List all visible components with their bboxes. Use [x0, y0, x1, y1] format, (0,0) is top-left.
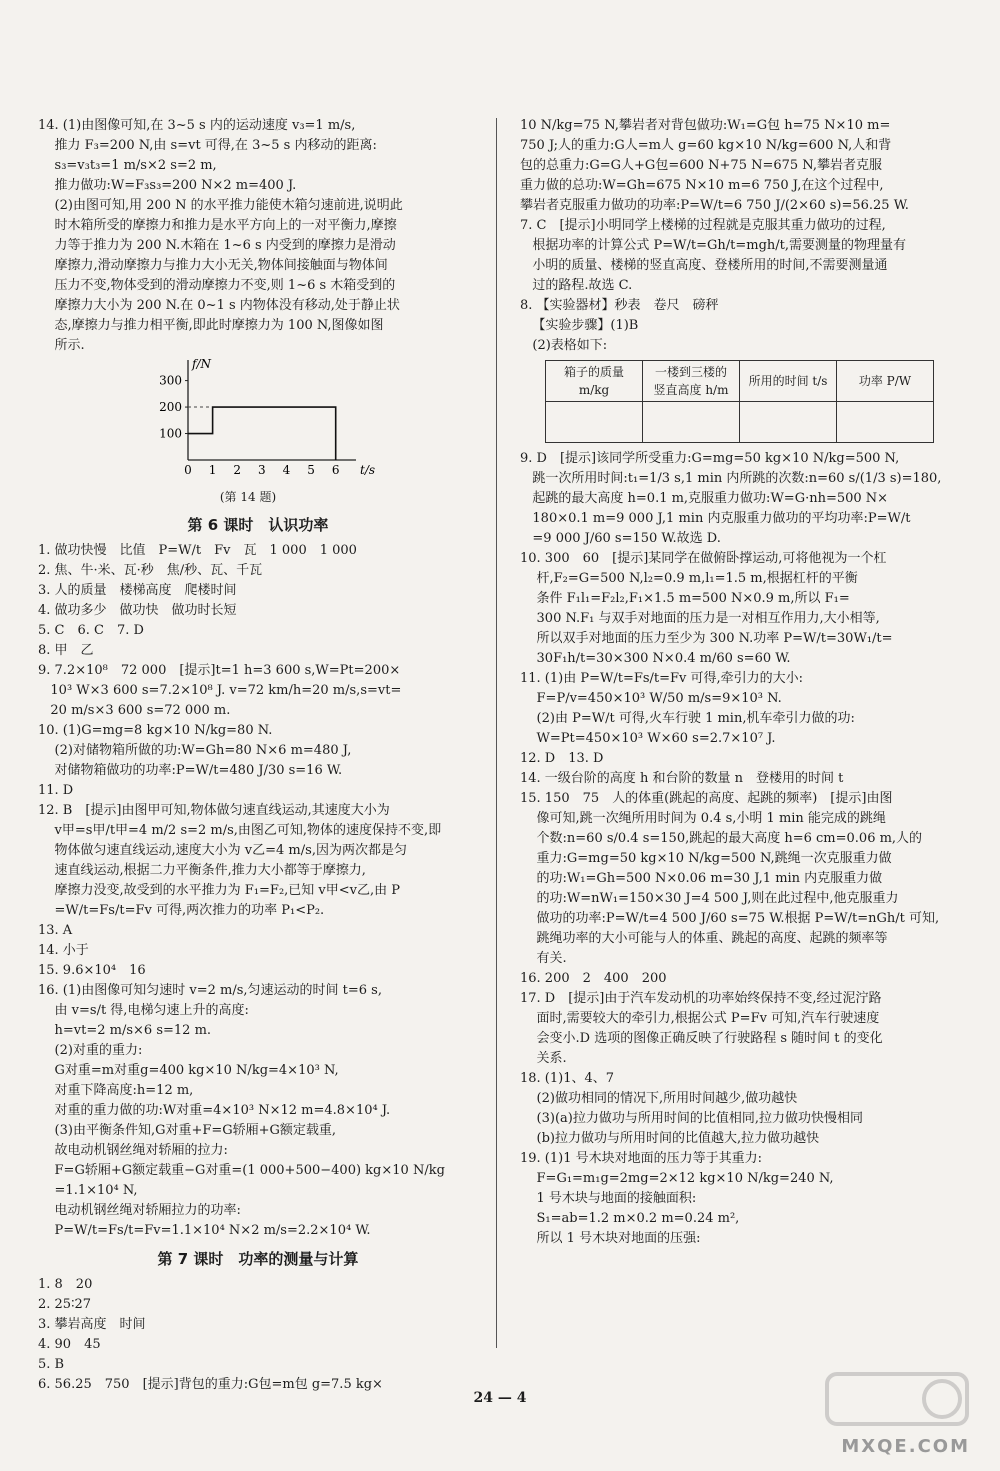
- answer-line: =1.1×10⁴ N,: [38, 1183, 138, 1198]
- answer-line: 1. 8 20: [38, 1277, 93, 1292]
- answer-line: 15. 9.6×10⁴ 16: [38, 963, 146, 978]
- table-header-cell: 功率 P/W: [837, 361, 934, 402]
- answer-line: 750 J;人的重力:G人=m人 g=60 kg×10 N/kg=600 N,人和背: [520, 138, 892, 153]
- answer-line: 16. 200 2 400 200: [520, 971, 667, 986]
- answer-line: 压力不变,物体受到的滑动摩擦力不变,则 1~6 s 木箱受到的: [38, 278, 396, 293]
- answer-line: 对储物箱做功的功率:P=W/t=480 J/30 s=16 W.: [38, 763, 343, 778]
- answer-line: =W/t=Fs/t=Fv 可得,两次推力的功率 P₁<P₂.: [38, 903, 325, 918]
- answer-line: 10³ W×3 600 s=7.2×10⁸ J. v=72 km/h=20 m/s,s=vt=: [38, 683, 402, 698]
- answer-line: 跳一次所用时间:t₁=1/3 s,1 min 内所跳的次数:n=60 s/(1/3 s)=180,: [520, 471, 942, 486]
- answer-line: 2. 25∶27: [38, 1297, 92, 1312]
- answer-line: 13. A: [38, 923, 73, 938]
- answer-line: 推力做功:W=F₃s₃=200 N×2 m=400 J.: [38, 178, 297, 193]
- answer-line: 18. (1)1、4、7: [520, 1071, 615, 1086]
- table-header-cell: 一楼到三楼的竖直高度 h/m: [643, 361, 740, 402]
- answer-line: 力等于推力为 200 N.木箱在 1~6 s 内受到的摩擦力是滑动: [38, 238, 396, 253]
- answer-line: 过的路程.故选 C.: [520, 278, 633, 293]
- answer-line: 对重的重力做的功:W对重=4×10³ N×12 m=4.8×10⁴ J.: [38, 1103, 391, 1118]
- answer-line: 15. 150 75 人的体重(跳起的高度、起跳的频率) [提示]由图: [520, 791, 893, 806]
- answer-line: 2. 焦、牛·米、瓦·秒 焦/秒、瓦、千瓦: [38, 563, 263, 578]
- answer-line: 14. 小于: [38, 943, 89, 958]
- right-answers-part-2: [520, 449, 975, 1249]
- answer-line: F=G轿厢+G额定载重−G对重=(1 000+500−400) kg×10 N/kg: [38, 1163, 445, 1178]
- answer-line: 4. 90 45: [38, 1337, 101, 1352]
- answer-line: (2)对重的重力:: [38, 1043, 143, 1058]
- answer-line: 8. 甲 乙: [38, 643, 94, 658]
- answer-line: 会变小.D 选项的图像正确反映了行驶路程 s 随时间 t 的变化: [520, 1031, 883, 1046]
- section-6-answers: [38, 541, 478, 1241]
- answer-line: 180×0.1 m=9 000 J,1 min 内克服重力做功的平均功率:P=W/t: [520, 511, 911, 526]
- table-empty-row: [546, 402, 934, 443]
- answer-line: 8. 【实验器材】秒表 卷尺 磅秤: [520, 298, 719, 313]
- answer-line: 像可知,跳一次绳所用时间为 0.4 s,小明 1 min 能完成的跳绳: [520, 811, 886, 826]
- answer-line: 摩擦力没变,故受到的水平推力为 F₁=F₂,已知 v甲<v乙,由 P: [38, 883, 401, 898]
- answer-line: 条件 F₁l₁=F₂l₂,F₁×1.5 m=500 N×0.9 m,所以 F₁=: [520, 591, 850, 606]
- answer-line: 5. B: [38, 1357, 65, 1372]
- answer-line: 的功:W=nW₁=150×30 J=4 500 J,则在此过程中,他克服重力: [520, 891, 899, 906]
- answer-line: 11. D: [38, 783, 74, 798]
- answer-line: =9 000 J/60 s=150 W.故选 D.: [520, 531, 721, 546]
- y-axis-label: f/N: [192, 357, 211, 371]
- answer-line: 速直线运动,根据二力平衡条件,推力大小都等于摩擦力,: [38, 863, 366, 878]
- y-tick-label: 300: [159, 373, 182, 388]
- answer-line: 【实验步骤】(1)B: [520, 318, 639, 333]
- chart-caption: (第 14 题): [219, 490, 277, 504]
- answer-line: 杆,F₂=G=500 N,l₂=0.9 m,l₁=1.5 m,根据杠杆的平衡: [520, 571, 858, 586]
- left-column: [38, 116, 478, 1395]
- answer-line: 根据功率的计算公式 P=W/t=Gh/t=mgh/t,需要测量的物理量有: [520, 238, 907, 253]
- answer-line: 所示.: [38, 338, 85, 353]
- answer-line: 跳绳功率的大小可能与人的体重、跳起的高度、起跳的频率等: [520, 931, 888, 946]
- answer-line: 包的总重力:G=G人+G包=600 N+75 N=675 N,攀岩者克服: [520, 158, 882, 173]
- answer-line: 故电动机钢丝绳对轿厢的拉力:: [38, 1143, 228, 1158]
- answer-line: 20 m/s×3 600 s=72 000 m.: [38, 703, 231, 718]
- answer-line: 做功的功率:P=W/t=4 500 J/60 s=75 W.根据 P=W/t=nGh/t 可知,: [520, 911, 940, 926]
- answer-line: F=P/v=450×10³ W/50 m/s=9×10³ N.: [520, 691, 782, 706]
- watermark-text: MXQE.COM: [841, 1436, 970, 1457]
- answer-line: 所以 1 号木块对地面的压强:: [520, 1231, 701, 1246]
- answer-line: 小明的质量、楼梯的竖直高度、登楼所用的时间,不需要测量通: [520, 258, 888, 273]
- x-tick-label: 2: [233, 463, 242, 477]
- x-tick-label: 0: [184, 463, 192, 477]
- answer-line: (3)(a)拉力做功与所用时间的比值相同,拉力做功快慢相同: [520, 1111, 863, 1126]
- answer-line: s₃=v₃t₃=1 m/s×2 s=2 m,: [38, 158, 217, 173]
- answer-line: 物体做匀速直线运动,速度大小为 v乙=4 m/s,因为两次都是匀: [38, 843, 407, 858]
- table-header-row: [546, 361, 934, 402]
- answer-line: 300 N.F₁ 与双手对地面的压力是一对相互作用力,大小相等,: [520, 611, 880, 626]
- answer-line: 12. D 13. D: [520, 751, 604, 766]
- experiment-table: [545, 360, 934, 443]
- right-answers-part-1: [520, 116, 975, 356]
- answer-line: 重力:G=mg=50 kg×10 N/kg=500 N,跳绳一次克服重力做: [520, 851, 892, 866]
- answer-line: 9. 7.2×10⁸ 72 000 [提示]t=1 h=3 600 s,W=Pt=200×: [38, 663, 401, 678]
- answer-line: F=G₁=m₁g=2mg=2×12 kg×10 N/kg=240 N,: [520, 1171, 834, 1186]
- x-axis-label: t/s: [360, 463, 376, 477]
- answer-line: 10. 300 60 [提示]某同学在做俯卧撑运动,可将他视为一个杠: [520, 551, 887, 566]
- answer-line: 19. (1)1 号木块对地面的压力等于其重力:: [520, 1151, 763, 1166]
- answer-line: 对重下降高度:h=12 m,: [38, 1083, 194, 1098]
- friction-chart: [148, 357, 378, 507]
- answer-line: 3. 攀岩高度 时间: [38, 1317, 146, 1332]
- answer-line: G对重=m对重g=400 kg×10 N/kg=4×10³ N,: [38, 1063, 339, 1078]
- answer-line: 攀岩者克服重力做功的功率:P=W/t=6 750 J/(2×60 s)=56.25 W.: [520, 198, 909, 213]
- answer-line: 的功:W₁=Gh=500 N×0.06 m=30 J,1 min 内克服重力做: [520, 871, 883, 886]
- answer-line: h=vt=2 m/s×6 s=12 m.: [38, 1023, 212, 1038]
- answer-line: 7. C [提示]小明同学上楼梯的过程就是克服其重力做功的过程,: [520, 218, 886, 233]
- answer-line: 1. 做功快慢 比值 P=W/t Fv 瓦 1 000 1 000: [38, 543, 357, 558]
- answer-line: 5. C 6. C 7. D: [38, 623, 144, 638]
- answer-line: 电动机钢丝绳对轿厢拉力的功率:: [38, 1203, 241, 1218]
- answer-line: (2)做功相同的情况下,所用时间越少,做功越快: [520, 1091, 798, 1106]
- answer-line: 面时,需要较大的牵引力,根据公式 P=Fv 可知,汽车行驶速度: [520, 1011, 880, 1026]
- left-answers-part-1: [38, 116, 478, 356]
- y-tick-label: 200: [159, 400, 182, 415]
- answer-line: (2)对储物箱所做的功:W=Gh=80 N×6 m=480 J,: [38, 743, 352, 758]
- x-tick-label: 1: [208, 463, 217, 477]
- column-divider: [496, 118, 497, 1348]
- answer-line: P=W/t=Fs/t=Fv=1.1×10⁴ N×2 m/s=2.2×10⁴ W.: [38, 1223, 371, 1238]
- answer-line: 9. D [提示]该同学所受重力:G=mg=50 kg×10 N/kg=500 N,: [520, 451, 900, 466]
- answer-line: 摩擦力,滑动摩擦力与推力大小无关,物体间接触面与物体间: [38, 258, 388, 273]
- x-tick-label: 3: [258, 463, 266, 477]
- answer-line: v甲=s甲/t甲=4 m/2 s=2 m/s,由图乙可知,物体的速度保持不变,即: [38, 823, 442, 838]
- answer-line: (2)由图可知,用 200 N 的水平推力能使木箱匀速前进,说明此: [38, 198, 403, 213]
- friction-time-graph: [148, 357, 376, 480]
- section-7-answers: [38, 1275, 478, 1395]
- page-number: 24 — 4: [473, 1390, 527, 1406]
- answer-line: 10 N/kg=75 N,攀岩者对背包做功:W₁=G包 h=75 N×10 m=: [520, 118, 891, 133]
- answer-line: 16. (1)由图像可知匀速时 v=2 m/s,匀速运动的时间 t=6 s,: [38, 983, 382, 998]
- answer-line: 12. B [提示]由图甲可知,物体做匀速直线运动,其速度大小为: [38, 803, 390, 818]
- answer-line: 所以双手对地面的压力至少为 300 N.功率 P=W/t=30W₁/t=: [520, 631, 893, 646]
- answer-line: 关系.: [520, 1051, 567, 1066]
- answer-line: 3. 人的质量 楼梯高度 爬楼时间: [38, 583, 237, 598]
- answer-line: S₁=ab=1.2 m×0.2 m=0.24 m²,: [520, 1211, 740, 1226]
- answer-line: 时木箱所受的摩擦力和推力是水平方向上的一对平衡力,摩擦: [38, 218, 397, 233]
- x-tick-label: 4: [282, 463, 291, 477]
- answer-line: (3)由平衡条件知,G对重+F=G轿厢+G额定载重,: [38, 1123, 337, 1138]
- section-6-title: 第 6 课时 认识功率: [187, 516, 329, 534]
- answer-line: 有关.: [520, 951, 567, 966]
- answer-line: 6. 56.25 750 [提示]背包的重力:G包=m包 g=7.5 kg×: [38, 1377, 383, 1392]
- answer-line: W=Pt=450×10³ W×60 s=2.7×10⁷ J.: [520, 731, 776, 746]
- x-tick-label: 6: [331, 463, 340, 477]
- answer-line: 起跳的最大高度 h=0.1 m,克服重力做功:W=G·nh=500 N×: [520, 491, 889, 506]
- answer-line: 摩擦力大小为 200 N.在 0~1 s 内物体没有移动,处于静止状: [38, 298, 400, 313]
- answer-line: 11. (1)由 P=W/t=Fs/t=Fv 可得,牵引力的大小:: [520, 671, 804, 686]
- answer-line: 推力 F₃=200 N,由 s=vt 可得,在 3~5 s 内移动的距离:: [38, 138, 377, 153]
- right-column: [520, 116, 975, 1249]
- answer-line: 17. D [提示]由于汽车发动机的功率始终保持不变,经过泥泞路: [520, 991, 882, 1006]
- answer-line: 态,摩擦力与推力相平衡,即此时摩擦力为 100 N,图像如图: [38, 318, 384, 333]
- y-tick-label: 100: [159, 426, 182, 441]
- answer-line: 1 号木块与地面的接触面积:: [520, 1191, 697, 1206]
- answer-line: 14. 一级台阶的高度 h 和台阶的数量 n 登楼用的时间 t: [520, 771, 844, 786]
- answer-line: 个数:n=60 s/0.4 s=150,跳起的最大高度 h=6 cm=0.06 m,人的: [520, 831, 923, 846]
- table-header-cell: 所用的时间 t/s: [740, 361, 837, 402]
- answer-line: (b)拉力做功与所用时间的比值越大,拉力做功越快: [520, 1131, 820, 1146]
- answer-line: 10. (1)G=mg=8 kg×10 N/kg=80 N.: [38, 723, 273, 738]
- answer-line: 由 v=s/t 得,电梯匀速上升的高度:: [38, 1003, 249, 1018]
- x-tick-label: 5: [307, 463, 315, 477]
- answer-line: (2)由 P=W/t 可得,火车行驶 1 min,机车牵引力做的功:: [520, 711, 855, 726]
- answer-line: 14. (1)由图像可知,在 3~5 s 内的运动速度 v₃=1 m/s,: [38, 118, 356, 133]
- table-header-cell: 箱子的质量 m/kg: [546, 361, 643, 402]
- answer-line: 30F₁h/t=30×300 N×0.4 m/60 s=60 W.: [520, 651, 791, 666]
- answer-line: (2)表格如下:: [520, 338, 608, 353]
- answer-line: 重力做的总功:W=Gh=675 N×10 m=6 750 J,在这个过程中,: [520, 178, 884, 193]
- friction-series-line: [188, 407, 336, 460]
- answer-line: 4. 做功多少 做功快 做功时长短: [38, 603, 237, 618]
- section-7-title: 第 7 课时 功率的测量与计算: [157, 1250, 359, 1268]
